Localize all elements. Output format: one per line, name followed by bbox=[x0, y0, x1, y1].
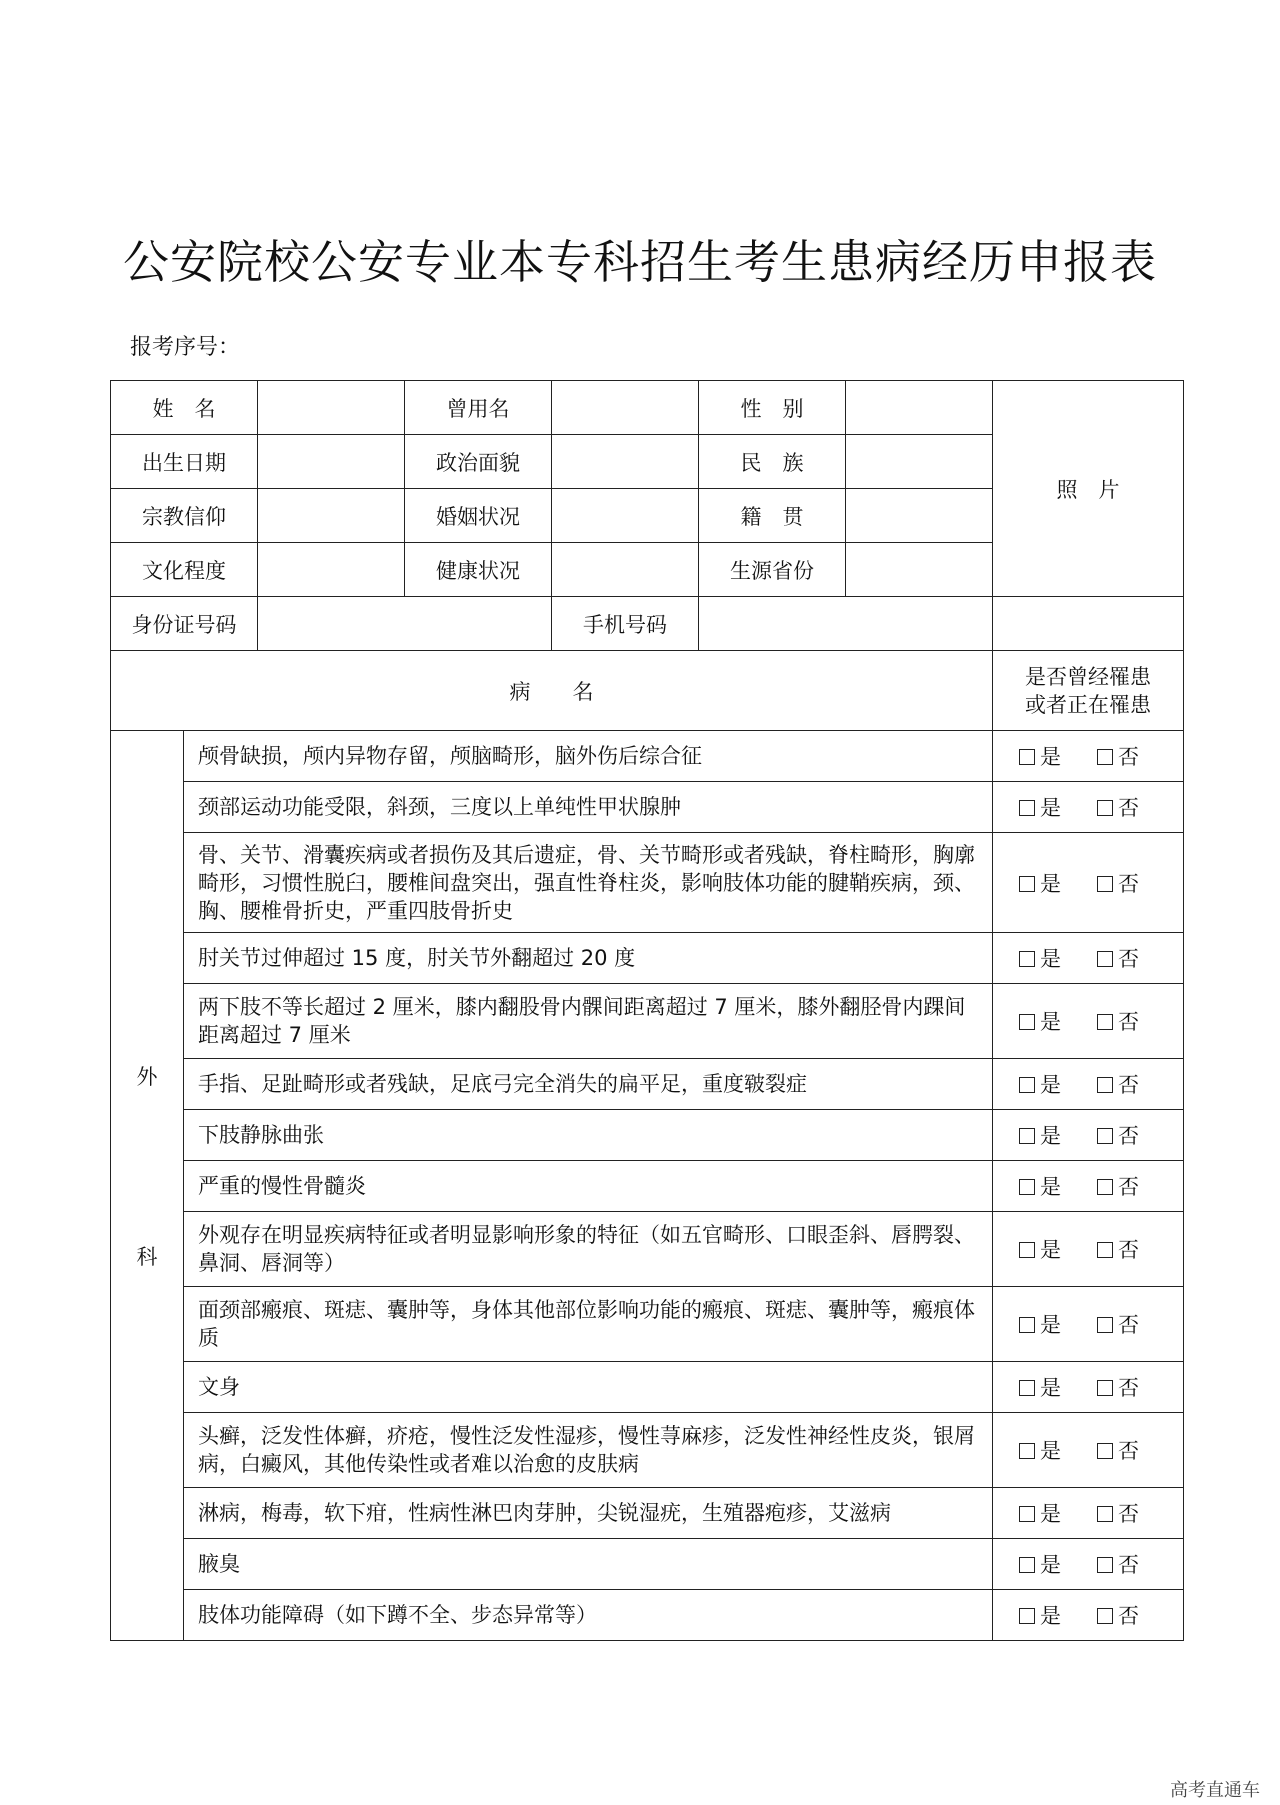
no-checkbox[interactable] bbox=[1097, 1557, 1113, 1573]
yes-label: 是 bbox=[1040, 1175, 1061, 1199]
no-checkbox[interactable] bbox=[1097, 1608, 1113, 1624]
no-checkbox[interactable] bbox=[1097, 876, 1113, 892]
serial-number-label: 报考序号： bbox=[130, 335, 241, 360]
yes-checkbox[interactable] bbox=[1019, 1557, 1035, 1573]
answer-cell bbox=[993, 1539, 1184, 1590]
yes-label: 是 bbox=[1040, 1010, 1061, 1034]
disease-name-header: 病 名 bbox=[111, 651, 993, 731]
yes-label: 是 bbox=[1040, 1313, 1061, 1337]
yes-checkbox[interactable] bbox=[1019, 800, 1035, 816]
no-label: 否 bbox=[1118, 1376, 1139, 1400]
disease-name: 肘关节过伸超过 15 度，肘关节外翻超过 20 度 bbox=[184, 933, 993, 984]
answer-cell bbox=[993, 1488, 1184, 1539]
health-label: 健康状况 bbox=[405, 543, 552, 597]
yes-label: 是 bbox=[1040, 1439, 1061, 1463]
no-checkbox[interactable] bbox=[1097, 800, 1113, 816]
yes-checkbox[interactable] bbox=[1019, 876, 1035, 892]
yes-label: 是 bbox=[1040, 1553, 1061, 1577]
no-label: 否 bbox=[1118, 1502, 1139, 1526]
source-province-label: 生源省份 bbox=[699, 543, 846, 597]
id-number-field[interactable] bbox=[258, 597, 552, 651]
answer-cell bbox=[993, 1161, 1184, 1212]
disease-row bbox=[111, 933, 1184, 984]
no-checkbox[interactable] bbox=[1097, 1317, 1113, 1333]
disease-row bbox=[111, 1161, 1184, 1212]
former-name-label: 曾用名 bbox=[405, 381, 552, 435]
religion-label: 宗教信仰 bbox=[111, 489, 258, 543]
answer-cell bbox=[993, 933, 1184, 984]
yes-label: 是 bbox=[1040, 1238, 1061, 1262]
disease-name: 文身 bbox=[184, 1362, 993, 1413]
no-label: 否 bbox=[1118, 1439, 1139, 1463]
yes-checkbox[interactable] bbox=[1019, 1128, 1035, 1144]
yes-label: 是 bbox=[1040, 1124, 1061, 1148]
disease-name: 两下肢不等长超过 2 厘米，膝内翻股骨内髁间距离超过 7 厘米，膝外翻胫骨内踝间距离超过 7 厘米 bbox=[184, 984, 993, 1059]
yes-checkbox[interactable] bbox=[1019, 1242, 1035, 1258]
religion-field[interactable] bbox=[258, 489, 405, 543]
source-province-field[interactable] bbox=[846, 543, 993, 597]
gender-field[interactable] bbox=[846, 381, 993, 435]
no-checkbox[interactable] bbox=[1097, 1179, 1113, 1195]
yes-checkbox[interactable] bbox=[1019, 951, 1035, 967]
disease-row bbox=[111, 1413, 1184, 1488]
no-label: 否 bbox=[1118, 1553, 1139, 1577]
department-char-1: 外 bbox=[136, 1064, 158, 1089]
disease-row bbox=[111, 731, 1184, 782]
marital-label: 婚姻状况 bbox=[405, 489, 552, 543]
birth-date-field[interactable] bbox=[258, 435, 405, 489]
department-char-2: 科 bbox=[136, 1244, 158, 1269]
disease-name: 头癣，泛发性体癣，疥疮，慢性泛发性湿疹，慢性荨麻疹，泛发性神经性皮炎，银屑病，白癜风，其他传染性或者难以治愈的皮肤病 bbox=[184, 1413, 993, 1488]
disease-name: 骨、关节、滑囊疾病或者损伤及其后遗症，骨、关节畸形或者残缺，脊柱畸形，胸廓畸形，习惯性脱臼，腰椎间盘突出，强直性脊柱炎，影响肢体功能的腱鞘疾病，颈、胸、腰椎骨折史，严重四肢骨折史 bbox=[184, 833, 993, 933]
answer-cell bbox=[993, 1590, 1184, 1641]
name-label: 姓 名 bbox=[111, 381, 258, 435]
disease-name: 腋臭 bbox=[184, 1539, 993, 1590]
answer-cell bbox=[993, 782, 1184, 833]
disease-row bbox=[111, 1212, 1184, 1287]
no-label: 否 bbox=[1118, 871, 1139, 896]
former-name-field[interactable] bbox=[552, 381, 699, 435]
no-checkbox[interactable] bbox=[1097, 1128, 1113, 1144]
yes-label: 是 bbox=[1040, 871, 1061, 896]
native-place-label: 籍 贯 bbox=[699, 489, 846, 543]
question-header-line2: 或者正在罹患 bbox=[1025, 692, 1151, 717]
yes-label: 是 bbox=[1040, 1376, 1061, 1400]
answer-cell bbox=[993, 1110, 1184, 1161]
answer-cell bbox=[993, 1413, 1184, 1488]
yes-label: 是 bbox=[1040, 1073, 1061, 1097]
phone-field[interactable] bbox=[699, 597, 993, 651]
no-label: 否 bbox=[1118, 1010, 1139, 1034]
no-checkbox[interactable] bbox=[1097, 1077, 1113, 1093]
name-field[interactable] bbox=[258, 381, 405, 435]
political-field[interactable] bbox=[552, 435, 699, 489]
no-checkbox[interactable] bbox=[1097, 1506, 1113, 1522]
answer-cell bbox=[993, 833, 1184, 933]
no-label: 否 bbox=[1118, 796, 1139, 820]
no-label: 否 bbox=[1118, 1175, 1139, 1199]
disease-name: 肢体功能障碍（如下蹲不全、步态异常等） bbox=[184, 1590, 993, 1641]
yes-checkbox[interactable] bbox=[1019, 1179, 1035, 1195]
disease-row bbox=[111, 1539, 1184, 1590]
yes-label: 是 bbox=[1040, 745, 1061, 769]
yes-checkbox[interactable] bbox=[1019, 1317, 1035, 1333]
no-label: 否 bbox=[1118, 1124, 1139, 1148]
political-label: 政治面貌 bbox=[405, 435, 552, 489]
ethnicity-label: 民 族 bbox=[699, 435, 846, 489]
answer-cell bbox=[993, 1212, 1184, 1287]
answer-cell bbox=[993, 731, 1184, 782]
department-cell bbox=[111, 731, 184, 1641]
no-label: 否 bbox=[1118, 947, 1139, 971]
disease-row bbox=[111, 984, 1184, 1059]
yes-checkbox[interactable] bbox=[1019, 1443, 1035, 1459]
yes-checkbox[interactable] bbox=[1019, 1380, 1035, 1396]
disease-row bbox=[111, 782, 1184, 833]
disease-row bbox=[111, 1590, 1184, 1641]
yes-checkbox[interactable] bbox=[1019, 1014, 1035, 1030]
education-field[interactable] bbox=[258, 543, 405, 597]
photo-box-bottom bbox=[993, 597, 1184, 651]
disease-name: 下肢静脉曲张 bbox=[184, 1110, 993, 1161]
no-checkbox[interactable] bbox=[1097, 951, 1113, 967]
disease-name: 面颈部瘢痕、斑痣、囊肿等，身体其他部位影响功能的瘢痕、斑痣、囊肿等，瘢痕体质 bbox=[184, 1287, 993, 1362]
disease-row bbox=[111, 1110, 1184, 1161]
disease-name: 严重的慢性骨髓炎 bbox=[184, 1161, 993, 1212]
answer-cell bbox=[993, 984, 1184, 1059]
phone-label: 手机号码 bbox=[552, 597, 699, 651]
yes-checkbox[interactable] bbox=[1019, 1077, 1035, 1093]
no-checkbox[interactable] bbox=[1097, 1242, 1113, 1258]
disease-name: 颅骨缺损，颅内异物存留，颅脑畸形，脑外伤后综合征 bbox=[184, 731, 993, 782]
answer-cell bbox=[993, 1362, 1184, 1413]
disease-row bbox=[111, 833, 1184, 933]
disease-row bbox=[111, 1287, 1184, 1362]
no-label: 否 bbox=[1118, 745, 1139, 769]
yes-label: 是 bbox=[1040, 1604, 1061, 1628]
marital-field[interactable] bbox=[552, 489, 699, 543]
disease-name: 外观存在明显疾病特征或者明显影响形象的特征（如五官畸形、口眼歪斜、唇腭裂、鼻洞、唇洞等） bbox=[184, 1212, 993, 1287]
photo-box[interactable]: 照 片 bbox=[993, 381, 1184, 597]
yes-checkbox[interactable] bbox=[1019, 1506, 1035, 1522]
question-header bbox=[993, 651, 1184, 731]
disease-row bbox=[111, 1362, 1184, 1413]
id-number-label: 身份证号码 bbox=[111, 597, 258, 651]
no-checkbox[interactable] bbox=[1097, 1443, 1113, 1459]
no-label: 否 bbox=[1118, 1313, 1139, 1337]
answer-cell bbox=[993, 1059, 1184, 1110]
education-label: 文化程度 bbox=[111, 543, 258, 597]
health-field[interactable] bbox=[552, 543, 699, 597]
no-label: 否 bbox=[1118, 1604, 1139, 1628]
native-place-field[interactable] bbox=[846, 489, 993, 543]
yes-label: 是 bbox=[1040, 1502, 1061, 1526]
yes-checkbox[interactable] bbox=[1019, 1608, 1035, 1624]
disease-name: 淋病，梅毒，软下疳，性病性淋巴肉芽肿，尖锐湿疣，生殖器疱疹，艾滋病 bbox=[184, 1488, 993, 1539]
yes-checkbox[interactable] bbox=[1019, 749, 1035, 765]
yes-label: 是 bbox=[1040, 947, 1061, 971]
form-title: 公安院校公安专业本专科招生考生患病经历申报表 bbox=[123, 235, 1157, 289]
disease-name: 手指、足趾畸形或者残缺，足底弓完全消失的扁平足，重度皲裂症 bbox=[184, 1059, 993, 1110]
watermark: 高考直通车 bbox=[1170, 1780, 1260, 1801]
disease-row bbox=[111, 1059, 1184, 1110]
question-header-line1: 是否曾经罹患 bbox=[1025, 664, 1151, 689]
gender-label: 性 别 bbox=[699, 381, 846, 435]
answer-cell bbox=[993, 1287, 1184, 1362]
no-checkbox[interactable] bbox=[1097, 749, 1113, 765]
no-checkbox[interactable] bbox=[1097, 1380, 1113, 1396]
yes-label: 是 bbox=[1040, 796, 1061, 820]
no-label: 否 bbox=[1118, 1238, 1139, 1262]
disease-name: 颈部运动功能受限，斜颈，三度以上单纯性甲状腺肿 bbox=[184, 782, 993, 833]
no-label: 否 bbox=[1118, 1073, 1139, 1097]
no-checkbox[interactable] bbox=[1097, 1014, 1113, 1030]
application-form bbox=[110, 380, 1184, 1641]
disease-row bbox=[111, 1488, 1184, 1539]
ethnicity-field[interactable] bbox=[846, 435, 993, 489]
birth-date-label: 出生日期 bbox=[111, 435, 258, 489]
